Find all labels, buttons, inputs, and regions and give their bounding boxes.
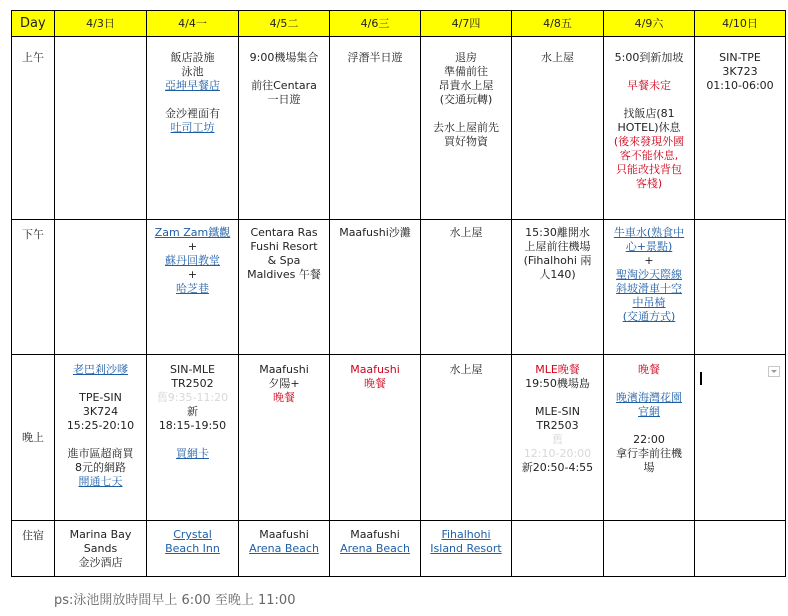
header-date[interactable]: 4/6三 (330, 11, 421, 37)
cell-text: HOTEL)休息 (617, 121, 681, 134)
row-pm (12, 220, 786, 355)
cell-text-red: 客棧) (635, 177, 663, 190)
cell-text: 人140) (539, 268, 576, 281)
cell-dropdown-button[interactable] (768, 366, 780, 377)
link-breakfast-shop[interactable]: 亞坤早餐店 (165, 79, 220, 92)
link-chinatown-2[interactable]: 心+景點) (625, 240, 673, 253)
cell[interactable] (330, 355, 421, 521)
cell-text: 金沙裡面有 (165, 107, 220, 120)
row-stay (12, 521, 786, 577)
cell[interactable] (147, 37, 239, 220)
link-toast-workshop[interactable]: 吐司工坊 (170, 121, 215, 134)
cell-text: 準備前往 (444, 65, 488, 78)
cell-text: 夕陽+ (268, 377, 300, 390)
cell-text: 15:30離開水 (525, 226, 590, 239)
cell-text-red: MLE晚餐 (535, 363, 580, 376)
cell[interactable] (55, 355, 147, 521)
cell-text-red: 晚餐 (638, 363, 660, 376)
cell-text-red: 晚餐 (364, 377, 386, 390)
cell-text: 01:10-06:00 (706, 79, 774, 92)
cell-text: + (187, 240, 198, 253)
link-sultan-mosque[interactable]: 蘇丹回教堂 (165, 254, 220, 267)
link-gardens-by-the-bay[interactable]: 晚濱海灣花園 (616, 391, 682, 404)
cell-text: 找飯店(81 (623, 107, 675, 120)
header-date[interactable]: 4/3日 (55, 11, 147, 37)
cell-text: TR2503 (536, 419, 579, 432)
cell-text: MLE-SIN (535, 405, 580, 418)
link-lau-pa-sat[interactable]: 老巴剎沙嗲 (73, 363, 128, 376)
cell[interactable] (147, 521, 239, 577)
cell-text: 水上屋 (449, 363, 483, 376)
cell-text-red: 只能改找背包 (616, 163, 682, 176)
cell-text: 18:15-19:50 (158, 419, 227, 432)
row-label-eve[interactable]: 晚上 (12, 355, 55, 521)
header-date[interactable]: 4/5二 (239, 11, 330, 37)
cell-text: (交通玩轉) (439, 93, 493, 106)
cell-text: 3K723 (722, 65, 758, 78)
link-chinatown[interactable]: 牛車水(熟食中 (613, 226, 685, 239)
cell[interactable] (239, 37, 330, 220)
cell-text: 一日遊 (267, 93, 301, 106)
cell-text: 上屋前往機場 (524, 240, 591, 253)
cell-text: Maafushi沙灘 (339, 226, 411, 239)
cell[interactable] (695, 37, 786, 220)
cell-text: 場 (643, 461, 655, 474)
row-label-am[interactable]: 上午 (12, 37, 55, 220)
link-sentosa-luge[interactable]: 斜坡滑車十空 (616, 282, 682, 295)
cell-text-faint: 12:10-20:00 (523, 447, 592, 460)
header-date[interactable]: 4/7四 (421, 11, 512, 37)
cell[interactable] (147, 355, 239, 521)
link-zamzam[interactable]: Zam Zam鐵觀 (154, 226, 231, 239)
row-label-stay[interactable]: 住宿 (12, 521, 55, 577)
footnote: ps:泳池開放時間早上 6:00 至晚上 11:00 (54, 593, 296, 608)
cell-text-red: Maafushi (350, 363, 400, 376)
cell-text: TPE-SIN (79, 391, 122, 404)
row-am (12, 37, 786, 220)
cell-text-faint: 舊9:35-11:20 (156, 391, 229, 404)
cell[interactable] (512, 37, 604, 220)
cell-text: 昂貴水上屋 (438, 79, 494, 92)
cell-text: 金沙酒店 (78, 556, 123, 569)
cell-text: Maafushi (350, 528, 400, 541)
cell[interactable] (239, 521, 330, 577)
link-haji-lane[interactable]: 哈芝巷 (176, 282, 209, 295)
header-date[interactable]: 4/8五 (512, 11, 604, 37)
cell[interactable] (239, 220, 330, 355)
cell-text-faint: 舊 (552, 433, 563, 446)
cell-text: 19:50機場島 (525, 377, 590, 390)
cell[interactable] (604, 355, 695, 521)
cell[interactable] (604, 37, 695, 220)
cell-text: 前往Centara (251, 79, 317, 92)
link-sentosa-skyline[interactable]: 聖淘沙天際線 (616, 268, 682, 281)
cell-text: + (187, 268, 198, 281)
cell-text: 拿行李前往機 (616, 447, 682, 460)
cell-text: 水上屋 (449, 226, 483, 239)
link-transport[interactable]: (交通方式) (622, 310, 676, 323)
cell-text: Centara Ras (250, 226, 318, 239)
cell-text-red: (後來發現外國 (613, 135, 685, 148)
cell-text: 新20:50-4:55 (521, 461, 594, 474)
cell-text: Maafushi (259, 528, 309, 541)
cell-text: + (644, 254, 654, 267)
link-sim-card[interactable]: 買網卡 (176, 447, 209, 460)
cell[interactable] (512, 355, 604, 521)
cell-text: SIN-TPE (719, 51, 761, 64)
text-cursor (700, 372, 702, 385)
cell[interactable] (239, 355, 330, 521)
cell-text: 進市區超商買 (67, 447, 134, 460)
cell[interactable] (695, 521, 786, 577)
cell-text-red: 晚餐 (273, 391, 295, 404)
cell-text: 15:25-20:10 (66, 419, 135, 432)
cell-text: 買好物資 (444, 135, 488, 148)
row-label-pm[interactable]: 下午 (12, 220, 55, 355)
cell[interactable] (421, 37, 512, 220)
link-official-site[interactable]: 官網 (638, 405, 660, 418)
cell[interactable] (421, 355, 512, 521)
cell-text: 浮潛半日遊 (347, 51, 403, 64)
link-activate[interactable]: 開通七天 (78, 475, 123, 488)
itinerary-table (11, 10, 786, 577)
link-crystal[interactable]: Crystal (173, 528, 212, 541)
cell-text: Maldives 午餐 (247, 268, 321, 281)
cell[interactable] (421, 521, 512, 577)
dropdown-arrow-icon (771, 370, 777, 373)
cell[interactable] (330, 220, 421, 355)
cell-text: 8元的網路 (75, 461, 126, 474)
cell-text: 3K724 (82, 405, 119, 418)
cell-active[interactable] (695, 355, 786, 521)
link-beach-inn[interactable]: Beach Inn (165, 542, 220, 555)
cell-text: 去水上屋前先 (433, 121, 499, 134)
cell-text-red: 早餐未定 (627, 79, 671, 92)
cell[interactable] (55, 37, 147, 220)
cell[interactable] (147, 220, 239, 355)
cell[interactable] (330, 37, 421, 220)
header-date[interactable]: 4/4一 (147, 11, 239, 37)
row-eve (12, 355, 786, 521)
cell-text-red: 客不能休息, (619, 149, 679, 162)
cell-text: TR2502 (171, 377, 214, 390)
cell-text: 飯店設施 (170, 51, 215, 64)
header-date[interactable]: 4/9六 (604, 11, 695, 37)
cell[interactable] (604, 220, 695, 355)
cell[interactable] (512, 521, 604, 577)
cell-text: (Fihalhohi 兩 (523, 254, 592, 267)
cell[interactable] (695, 220, 786, 355)
link-island-resort[interactable]: Island Resort (430, 542, 502, 555)
cell-text: 退房 (455, 51, 477, 64)
cell-text: & Spa (267, 254, 301, 267)
link-sentosa-chairlift[interactable]: 中吊椅 (632, 296, 666, 309)
header-row (12, 11, 786, 37)
link-arena-beach[interactable]: Arena Beach (340, 542, 410, 555)
cell-text: 水上屋 (541, 51, 574, 64)
cell-text: 22:00 (633, 433, 665, 446)
link-fihalhohi[interactable]: Fihalhohi (441, 528, 491, 541)
cell-text: Sands (83, 542, 118, 555)
cell-text: 泳池 (181, 65, 204, 78)
cell-text: Maafushi (259, 363, 309, 376)
cell-text: Fushi Resort (250, 240, 318, 253)
link-arena-beach[interactable]: Arena Beach (249, 542, 319, 555)
cell[interactable] (55, 220, 147, 355)
header-date[interactable]: 4/10日 (695, 11, 786, 37)
cell-text: 新 (187, 405, 198, 418)
cell-text: Marina Bay (69, 528, 132, 541)
cell-text: 9:00機場集合 (249, 51, 319, 64)
header-day[interactable]: Day (12, 11, 55, 37)
cell[interactable] (330, 521, 421, 577)
cell[interactable] (55, 521, 147, 577)
cell-text: SIN-MLE (170, 363, 215, 376)
cell[interactable] (604, 521, 695, 577)
cell[interactable] (512, 220, 604, 355)
cell-text: 5:00到新加坡 (614, 51, 684, 64)
cell[interactable] (421, 220, 512, 355)
